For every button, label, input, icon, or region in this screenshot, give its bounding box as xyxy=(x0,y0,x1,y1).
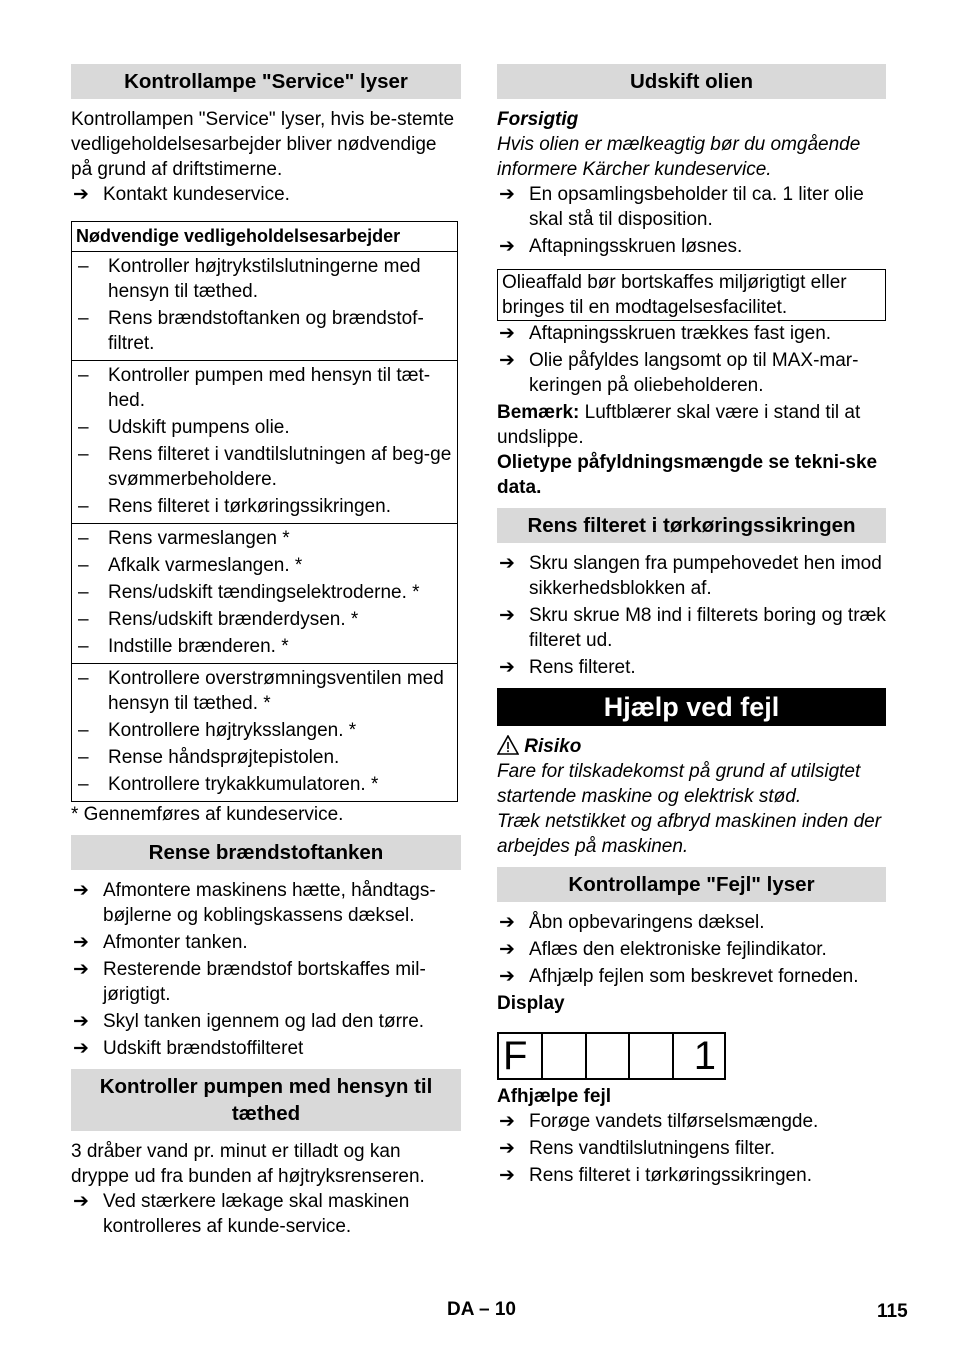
fault-heading: Kontrollampe "Fejl" lyser xyxy=(497,867,886,902)
table-header: Nødvendige vedligeholdelsesarbejder xyxy=(72,222,458,252)
list-item: – Rens filteret i vandtilslutningen af beg-ge svømmerbeholdere. xyxy=(78,444,452,490)
footer-page-number: 115 xyxy=(877,1301,908,1322)
display-cell: 1 xyxy=(693,1034,716,1078)
list-item: ➔ Skyl tanken igennem og lad den tørre. xyxy=(73,1011,425,1032)
arrow-icon: ➔ xyxy=(499,912,515,933)
list-item: ➔ Aftapningsskruen løsnes. xyxy=(499,236,743,257)
list-item: ➔ En opsamlingsbeholder til ca. 1 liter olie skal stå til disposition. xyxy=(499,184,864,230)
oil-type-text: Olietype påfyldningsmængde se tekni-ske data. xyxy=(497,452,878,498)
list-item: ➔ Åbn opbevaringens dæksel. xyxy=(499,912,765,933)
right-column xyxy=(497,64,886,1190)
list-item: ➔ Forøge vandets tilførselsmængde. xyxy=(499,1111,819,1132)
note-paragraph: Bemærk: Luftblærer skal være i stand til at undslippe. xyxy=(497,402,861,448)
display-cell xyxy=(630,1034,674,1078)
risk-text-2: Træk netstikket og afbryd maskinen inden der arbejdes på maskinen. xyxy=(497,811,882,857)
list-item: ➔ Rens filteret i tørkøringssikringen. xyxy=(499,1165,812,1186)
oil-box-note: Olieaffald bør bortskaffes miljørigtigt eller bringes til en modtagelsesfacilitet. xyxy=(497,269,886,321)
arrow-icon: ➔ xyxy=(73,932,89,953)
list-item: – Rens varmeslangen * xyxy=(78,528,290,549)
list-item: – Kontroller pumpen med hensyn til tæt-hed. xyxy=(78,365,431,411)
arrow-icon: ➔ xyxy=(499,939,515,960)
arrow-icon: ➔ xyxy=(73,1038,89,1059)
list-item: – Rens brændstoftanken og brændstof-filtret. xyxy=(78,308,424,354)
arrow-icon: ➔ xyxy=(73,1011,89,1032)
left-column xyxy=(71,64,461,1241)
arrow-icon: ➔ xyxy=(73,1191,89,1212)
service-heading: Kontrollampe "Service" lyser xyxy=(71,64,461,99)
remedy-steps xyxy=(497,1109,886,1188)
tank-steps xyxy=(71,878,461,1061)
arrow-icon: ➔ xyxy=(499,1165,515,1186)
caution-label: Forsigtig xyxy=(497,109,579,130)
arrow-icon: ➔ xyxy=(499,1138,515,1159)
display-cell: F xyxy=(499,1034,543,1078)
warning-icon xyxy=(497,735,519,755)
display-cell xyxy=(587,1034,631,1078)
risk-text-1: Fare for tilskadekomst på grund af utilsigtet startende maskine og elektrisk stød. xyxy=(497,761,861,807)
error-display xyxy=(497,1032,726,1080)
list-item: ➔ Skru skrue M8 ind i filterets boring og træk filteret ud. xyxy=(499,605,886,651)
maintenance-table xyxy=(71,221,458,802)
list-item: ➔ Skru slangen fra pumpehovedet hen imod sikkerhedsblokken af. xyxy=(499,553,882,599)
list-item: ➔ Kontakt kundeservice. xyxy=(73,184,290,205)
oil-steps-b xyxy=(497,321,886,398)
arrow-icon: ➔ xyxy=(73,959,89,980)
list-item: – Udskift pumpens olie. xyxy=(78,417,290,438)
fault-steps xyxy=(497,910,886,989)
list-item: ➔ Afhjælp fejlen som beskrevet forneden. xyxy=(499,966,859,987)
arrow-icon: ➔ xyxy=(499,184,515,205)
list-item: – Kontrollere overstrømningsventilen med hensyn til tæthed. * xyxy=(78,668,444,714)
list-item: ➔ Afmonter tanken. xyxy=(73,932,248,953)
list-item: – Rens/udskift brænderdysen. * xyxy=(78,609,359,630)
list-item: – Rens filteret i tørkøringssikringen. xyxy=(78,496,391,517)
table-row xyxy=(72,524,458,664)
filter-steps xyxy=(497,551,886,680)
remedy-label: Afhjælpe fejl xyxy=(497,1086,612,1107)
arrow-icon: ➔ xyxy=(499,966,515,987)
list-item: ➔ Olie påfyldes langsomt op til MAX-mar-keringen på oliebeholderen. xyxy=(499,350,859,396)
pump-text: 3 dråber vand pr. minut er tilladt og kan dryppe ud fra bunden af højtryksrenseren. xyxy=(71,1141,425,1187)
oil-heading: Udskift olien xyxy=(497,64,886,99)
footer-section-page: DA – 10 xyxy=(447,1299,516,1320)
table-row xyxy=(72,252,458,361)
arrow-icon: ➔ xyxy=(73,880,89,901)
arrow-icon: ➔ xyxy=(73,184,89,205)
pump-steps xyxy=(71,1189,461,1239)
risk-label-row: Risiko xyxy=(497,734,886,759)
list-item: ➔ Aftapningsskruen trækkes fast igen. xyxy=(499,323,832,344)
display-label: Display xyxy=(497,993,565,1014)
list-item: – Kontrollere trykakkumulatoren. * xyxy=(78,774,379,795)
list-item: – Indstille brænderen. * xyxy=(78,636,289,657)
service-text: Kontrollampen "Service" lyser, hvis be-stemte vedligeholdelsesarbejder bliver nødvendige på grund af driftstimerne. xyxy=(71,109,455,180)
help-heading: Hjælp ved fejl xyxy=(497,688,886,726)
oil-steps-a xyxy=(497,182,886,259)
tank-heading: Rense brændstoftanken xyxy=(71,835,461,870)
arrow-icon: ➔ xyxy=(499,1111,515,1132)
list-item: – Afkalk varmeslangen. * xyxy=(78,555,303,576)
service-steps xyxy=(71,182,461,207)
list-item: – Kontrollere højtryksslangen. * xyxy=(78,720,357,741)
arrow-icon: ➔ xyxy=(499,605,515,626)
list-item: ➔ Afmontere maskinens hætte, håndtags-bøjlerne og koblingskassens dæksel. xyxy=(73,880,436,926)
list-item: ➔ Aflæs den elektroniske fejlindikator. xyxy=(499,939,827,960)
list-item: – Rense håndsprøjtepistolen. xyxy=(78,747,340,768)
filter-heading: Rens filteret i tørkøringssikringen xyxy=(497,508,886,543)
arrow-icon: ➔ xyxy=(499,657,515,678)
table-footnote: * Gennemføres af kundeservice. xyxy=(71,804,344,825)
arrow-icon: ➔ xyxy=(499,323,515,344)
list-item: ➔ Udskift brændstoffilteret xyxy=(73,1038,304,1059)
list-item: ➔ Rens vandtilslutningens filter. xyxy=(499,1138,776,1159)
pump-heading: Kontroller pumpen med hensyn til tæthed xyxy=(71,1069,461,1131)
list-item: ➔ Ved stærkere lækage skal maskinen kontrolleres af kunde-service. xyxy=(73,1191,410,1237)
list-item: – Rens/udskift tændingselektroderne. * xyxy=(78,582,420,603)
arrow-icon: ➔ xyxy=(499,350,515,371)
table-row xyxy=(72,361,458,524)
table-row xyxy=(72,664,458,802)
caution-text: Hvis olien er mælkeagtig bør du omgående informere Kärcher kundeservice. xyxy=(497,134,861,180)
display-cell xyxy=(543,1034,587,1078)
list-item: – Kontroller højtrykstilslutningerne med hensyn til tæthed. xyxy=(78,256,421,302)
arrow-icon: ➔ xyxy=(499,553,515,574)
list-item: ➔ Rens filteret. xyxy=(499,657,636,678)
arrow-icon: ➔ xyxy=(499,236,515,257)
list-item: ➔ Resterende brændstof bortskaffes mil-jørigtigt. xyxy=(73,959,426,1005)
